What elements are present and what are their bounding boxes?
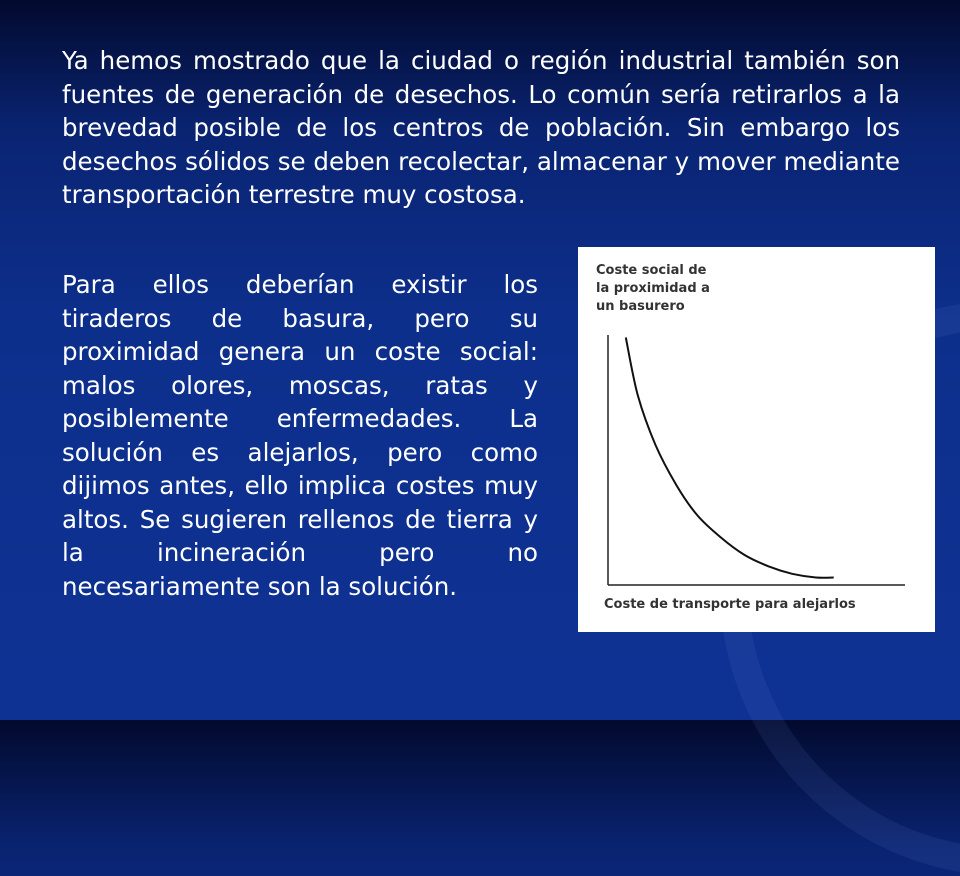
series-line-coste-social xyxy=(626,338,834,578)
y-axis-label-line-2: la proximidad a xyxy=(596,281,710,296)
chart xyxy=(578,247,935,632)
y-axis-label-line-3: un basurero xyxy=(596,299,685,314)
intro-paragraph: Ya hemos mostrado que la ciudad o región industrial también son fuentes de generación de desechos. Lo común sería retirarlos a la brevedad posible de los centros de población. Sin embargo los desechos sólidos se deben recolectar, almacenar y mover mediante transportación terrestre muy costosa. xyxy=(62,46,900,209)
chart-panel xyxy=(578,247,935,632)
x-axis-label: Coste de transporte para alejarlos xyxy=(604,597,856,612)
body-paragraph: Para ellos deberían existir los tiraderos de basura, pero su proximidad genera un coste social: malos olores, moscas, ratas y posiblemente enfermedades. La solución es alejarlos, pero como dijimos antes, ello implica costes muy altos. Se sugieren rellenos de tierra y la incineración pero no necesariamente son la solución. xyxy=(62,270,538,601)
y-axis-label-line-1: Coste social de xyxy=(596,263,707,278)
